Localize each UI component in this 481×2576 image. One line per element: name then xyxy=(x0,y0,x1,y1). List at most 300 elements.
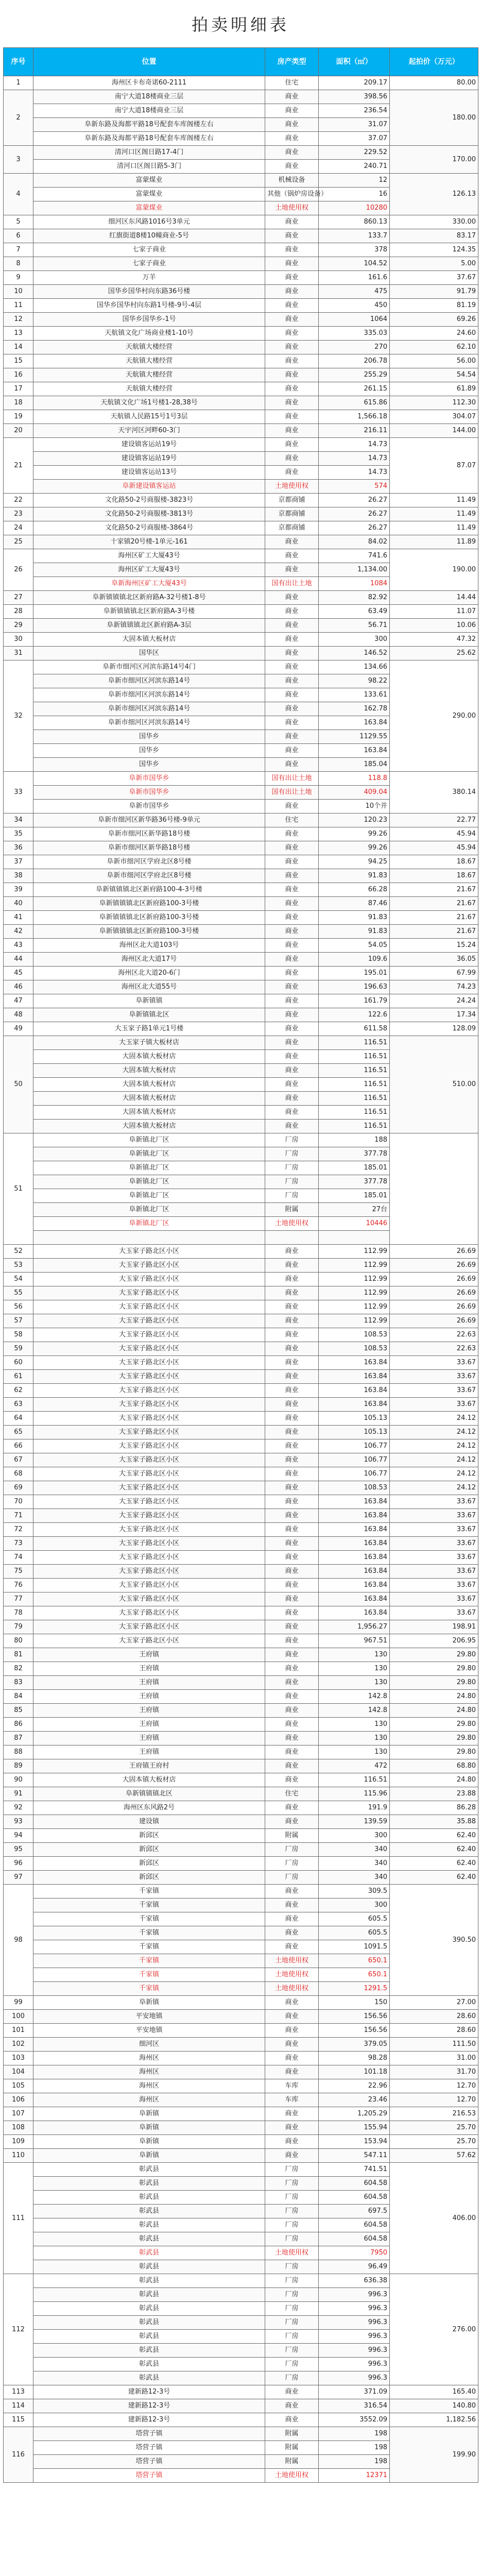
cell-price: 62.40 xyxy=(390,1871,478,1885)
cell-type: 京都商铺 xyxy=(265,494,319,507)
cell-type: 厂房 xyxy=(265,2288,319,2302)
cell-location: 彰武县 xyxy=(33,2246,265,2260)
cell-price: 216.53 xyxy=(390,2107,478,2121)
cell-price: 180.00 xyxy=(390,90,478,146)
cell-area: 300 xyxy=(319,1829,390,1843)
cell-no: 15 xyxy=(4,354,33,368)
cell-location: 阜新市细河区新华路18号楼 xyxy=(33,827,265,841)
auction-table xyxy=(3,47,478,2483)
cell-area: 98.22 xyxy=(319,674,390,688)
cell-location: 平安地镇 xyxy=(33,2024,265,2038)
cell-no: 82 xyxy=(4,1662,33,1676)
cell-price: 24.80 xyxy=(390,1773,478,1787)
cell-area: 270 xyxy=(319,341,390,354)
cell-area: 56.71 xyxy=(319,619,390,633)
cell-location: 阜新镇 xyxy=(33,2149,265,2163)
cell-price: 24.80 xyxy=(390,1704,478,1718)
cell-no: 22 xyxy=(4,494,33,507)
cell-price: 33.67 xyxy=(390,1579,478,1592)
cell-price: 67.99 xyxy=(390,967,478,980)
cell-price: 62.40 xyxy=(390,1829,478,1843)
cell-no: 7 xyxy=(4,243,33,257)
cell-area: 604.58 xyxy=(319,2177,390,2191)
cell-price: 33.67 xyxy=(390,1523,478,1537)
cell-price: 33.67 xyxy=(390,1370,478,1384)
cell-price: 510.00 xyxy=(390,1036,478,1133)
cell-area: 261.15 xyxy=(319,382,390,396)
cell-type: 商业 xyxy=(265,980,319,994)
cell-location: 千家镇 xyxy=(33,1982,265,1996)
cell-location: 阜新镇镇镇北区新府路A-32号楼1-8号 xyxy=(33,591,265,605)
cell-type: 商业 xyxy=(265,1745,319,1759)
cell-location: 大玉家子路北区小区 xyxy=(33,1384,265,1398)
cell-price: 124.35 xyxy=(390,243,478,257)
cell-type: 土地使用权 xyxy=(265,1954,319,1968)
cell-area: 12 xyxy=(319,174,390,188)
cell-price: 290.00 xyxy=(390,660,478,772)
table-row xyxy=(4,146,478,160)
cell-area: 163.84 xyxy=(319,744,390,758)
cell-area: 379.05 xyxy=(319,2038,390,2052)
cell-location: 七家子商业 xyxy=(33,257,265,271)
cell-location: 建新路12-3号 xyxy=(33,2399,265,2413)
cell-type: 商业 xyxy=(265,2385,319,2399)
cell-location: 海州区 xyxy=(33,2093,265,2107)
cell-location: 新邱区 xyxy=(33,1829,265,1843)
cell-type: 商业 xyxy=(265,1606,319,1620)
cell-no: 28 xyxy=(4,605,33,619)
cell-price: 56.00 xyxy=(390,354,478,368)
table-row xyxy=(4,1453,478,1467)
cell-area: 116.51 xyxy=(319,1036,390,1050)
cell-type: 商业 xyxy=(265,1801,319,1815)
table-row xyxy=(4,2135,478,2149)
cell-type: 商业 xyxy=(265,1342,319,1356)
cell-no: 58 xyxy=(4,1328,33,1342)
cell-location: 清河口区阁日路17-4门 xyxy=(33,146,265,160)
cell-location: 大固本镇大板材店 xyxy=(33,1120,265,1133)
cell-price: 29.80 xyxy=(390,1648,478,1662)
table-row xyxy=(4,1620,478,1634)
cell-price: 45.94 xyxy=(390,827,478,841)
cell-location: 清河口区阁日路5-3门 xyxy=(33,160,265,174)
cell-location: 文化路50-2号商服楼-3823号 xyxy=(33,494,265,507)
cell-location: 王府镇 xyxy=(33,1690,265,1704)
cell-type: 商业 xyxy=(265,1467,319,1481)
table-row xyxy=(4,2149,478,2163)
cell-type: 厂房 xyxy=(265,2163,319,2177)
cell-no: 54 xyxy=(4,1273,33,1286)
cell-type: 商业 xyxy=(265,118,319,132)
cell-location: 天航镇人民路15号1号3层 xyxy=(33,410,265,424)
cell-area: 14.73 xyxy=(319,438,390,452)
cell-area: 155.94 xyxy=(319,2121,390,2135)
cell-area: 605.5 xyxy=(319,1926,390,1940)
cell-no: 95 xyxy=(4,1843,33,1857)
cell-area: 161.6 xyxy=(319,271,390,285)
cell-location: 阜新市细河区河滨东路14号 xyxy=(33,716,265,730)
cell-type: 商业 xyxy=(265,1899,319,1912)
cell-price: 29.80 xyxy=(390,1718,478,1732)
cell-area: 108.53 xyxy=(319,1328,390,1342)
table-row xyxy=(4,1245,478,1259)
cell-type: 厂房 xyxy=(265,2358,319,2371)
cell-no: 106 xyxy=(4,2093,33,2107)
cell-area: 91.83 xyxy=(319,869,390,883)
cell-type: 附属 xyxy=(265,2427,319,2441)
cell-location: 彰武县 xyxy=(33,2316,265,2330)
cell-type: 商业 xyxy=(265,2038,319,2052)
table-row xyxy=(4,911,478,925)
cell-area: 309.5 xyxy=(319,1885,390,1899)
cell-location: 国华乡 xyxy=(33,758,265,772)
cell-type: 厂房 xyxy=(265,1871,319,1885)
cell-location: 阜新镇北厂区 xyxy=(33,1161,265,1175)
cell-price: 390.50 xyxy=(390,1885,478,1996)
cell-no: 111 xyxy=(4,2163,33,2274)
cell-no: 104 xyxy=(4,2065,33,2079)
cell-area: 105.13 xyxy=(319,1426,390,1439)
cell-price: 33.67 xyxy=(390,1356,478,1370)
cell-type: 商业 xyxy=(265,1885,319,1899)
cell-type: 厂房 xyxy=(265,1147,319,1161)
cell-type: 商业 xyxy=(265,953,319,967)
cell-price: 11.49 xyxy=(390,507,478,521)
table-row xyxy=(4,1662,478,1676)
cell-location: 天航镇大楼经营 xyxy=(33,382,265,396)
cell-type: 商业 xyxy=(265,2149,319,2163)
cell-type: 商业 xyxy=(265,1412,319,1426)
cell-area: 116.51 xyxy=(319,1773,390,1787)
cell-type: 商业 xyxy=(265,702,319,716)
cell-type: 商业 xyxy=(265,1286,319,1300)
table-row xyxy=(4,2038,478,2052)
cell-location: 阜新镇 xyxy=(33,2135,265,2149)
header-area: 面积（㎡） xyxy=(319,48,390,76)
cell-location: 阜新镇北厂区 xyxy=(33,1147,265,1161)
table-row xyxy=(4,967,478,980)
cell-type: 商业 xyxy=(265,1245,319,1259)
cell-type: 商业 xyxy=(265,939,319,953)
cell-area: 101.18 xyxy=(319,2065,390,2079)
cell-no: 61 xyxy=(4,1370,33,1384)
cell-no: 93 xyxy=(4,1815,33,1829)
cell-location: 大固本镇大板材店 xyxy=(33,633,265,647)
cell-area: 112.99 xyxy=(319,1273,390,1286)
table-row xyxy=(4,939,478,953)
cell-price: 29.80 xyxy=(390,1662,478,1676)
cell-price: 45.94 xyxy=(390,841,478,855)
cell-price: 22.63 xyxy=(390,1328,478,1342)
cell-price: 24.12 xyxy=(390,1467,478,1481)
cell-type: 商业 xyxy=(265,1453,319,1467)
table-row xyxy=(4,1398,478,1412)
table-row xyxy=(4,1745,478,1759)
cell-area: 146.52 xyxy=(319,647,390,660)
cell-price: 37.67 xyxy=(390,271,478,285)
cell-price: 62.40 xyxy=(390,1857,478,1871)
table-row xyxy=(4,1273,478,1286)
cell-area: 163.84 xyxy=(319,1606,390,1620)
cell-area: 91.83 xyxy=(319,911,390,925)
table-row xyxy=(4,1328,478,1342)
cell-no: 46 xyxy=(4,980,33,994)
cell-area: 10446 xyxy=(319,1217,390,1231)
cell-location: 大玉家子路北区小区 xyxy=(33,1439,265,1453)
cell-location: 阜新市细河区学府北区8号楼 xyxy=(33,855,265,869)
cell-type: 厂房 xyxy=(265,2191,319,2205)
cell-area: 116.51 xyxy=(319,1092,390,1106)
cell-no: 115 xyxy=(4,2413,33,2427)
cell-no: 33 xyxy=(4,772,33,814)
cell-type: 商业 xyxy=(265,354,319,368)
cell-location: 建设镇客运站13号 xyxy=(33,466,265,480)
cell-location: 千家镇 xyxy=(33,1940,265,1954)
cell-type: 商业 xyxy=(265,466,319,480)
cell-area: 340 xyxy=(319,1857,390,1871)
cell-type: 商业 xyxy=(265,285,319,299)
table-row xyxy=(4,1036,478,1050)
cell-area: 206.78 xyxy=(319,354,390,368)
table-row xyxy=(4,1801,478,1815)
table-row xyxy=(4,257,478,271)
cell-location: 阜新镇镇镇北区新府路100-3号楼 xyxy=(33,897,265,911)
table-row xyxy=(4,1634,478,1648)
cell-price: 12.70 xyxy=(390,2079,478,2093)
cell-area: 163.84 xyxy=(319,1592,390,1606)
cell-price: 24.12 xyxy=(390,1453,478,1467)
cell-location: 彰武县 xyxy=(33,2260,265,2274)
table-row xyxy=(4,2024,478,2038)
cell-no: 62 xyxy=(4,1384,33,1398)
cell-no: 4 xyxy=(4,174,33,215)
cell-location: 大固本镇大板材店 xyxy=(33,1050,265,1064)
cell-area: 109.6 xyxy=(319,953,390,967)
cell-no: 84 xyxy=(4,1690,33,1704)
table-row xyxy=(4,341,478,354)
cell-no: 109 xyxy=(4,2135,33,2149)
cell-no: 1 xyxy=(4,76,33,90)
cell-price: 86.28 xyxy=(390,1801,478,1815)
cell-location: 阜新镇 xyxy=(33,1996,265,2010)
cell-type: 其他（锅炉房设备） xyxy=(265,188,319,201)
cell-price: 380.14 xyxy=(390,772,478,814)
cell-type: 商业 xyxy=(265,1273,319,1286)
cell-type: 商业 xyxy=(265,925,319,939)
cell-no: 9 xyxy=(4,271,33,285)
cell-no: 32 xyxy=(4,660,33,772)
cell-location: 阜新海州区矿工大厦43号 xyxy=(33,577,265,591)
cell-type: 商业 xyxy=(265,229,319,243)
cell-area: 118.8 xyxy=(319,772,390,786)
table-body xyxy=(4,76,478,2483)
cell-area: 377.78 xyxy=(319,1175,390,1189)
cell-area: 605.5 xyxy=(319,1912,390,1926)
cell-area: 163.84 xyxy=(319,1537,390,1551)
cell-area: 475 xyxy=(319,285,390,299)
cell-area: 198 xyxy=(319,2427,390,2441)
cell-type: 商业 xyxy=(265,1439,319,1453)
cell-area: 163.84 xyxy=(319,1370,390,1384)
cell-location: 千家镇 xyxy=(33,1968,265,1982)
table-row xyxy=(4,2052,478,2065)
table-row xyxy=(4,1259,478,1273)
table-row xyxy=(4,1439,478,1453)
cell-price: 24.24 xyxy=(390,994,478,1008)
cell-price: 33.67 xyxy=(390,1592,478,1606)
table-row xyxy=(4,2065,478,2079)
cell-type: 商业 xyxy=(265,1551,319,1565)
cell-location: 大玉家子路北区小区 xyxy=(33,1592,265,1606)
cell-type: 商业 xyxy=(265,1328,319,1342)
cell-no: 10 xyxy=(4,285,33,299)
cell-location: 阜新市细河区河滨东路14号4门 xyxy=(33,660,265,674)
cell-area: 82.92 xyxy=(319,591,390,605)
cell-no: 48 xyxy=(4,1008,33,1022)
cell-type: 商业 xyxy=(265,1732,319,1745)
cell-location: 国华乡 xyxy=(33,744,265,758)
cell-type: 商业 xyxy=(265,1523,319,1537)
cell-location: 彰武县 xyxy=(33,2191,265,2205)
cell-price: 24.12 xyxy=(390,1481,478,1495)
cell-no: 101 xyxy=(4,2024,33,2038)
cell-no: 47 xyxy=(4,994,33,1008)
cell-location: 王府镇 xyxy=(33,1648,265,1662)
cell-location: 大玉家子路北区小区 xyxy=(33,1634,265,1648)
cell-type: 商业 xyxy=(265,1996,319,2010)
cell-location: 彰武县 xyxy=(33,2163,265,2177)
cell-no: 69 xyxy=(4,1481,33,1495)
cell-type: 商业 xyxy=(265,827,319,841)
cell-area: 115.96 xyxy=(319,1787,390,1801)
table-row xyxy=(4,507,478,521)
cell-type: 商业 xyxy=(265,563,319,577)
cell-area: 108.53 xyxy=(319,1342,390,1356)
cell-type: 附属 xyxy=(265,1203,319,1217)
cell-area: 378 xyxy=(319,243,390,257)
cell-location: 海州区卡布奇诺60-2111 xyxy=(33,76,265,90)
cell-price: 33.67 xyxy=(390,1509,478,1523)
cell-type: 商业 xyxy=(265,215,319,229)
cell-no: 73 xyxy=(4,1537,33,1551)
table-row xyxy=(4,410,478,424)
cell-no: 40 xyxy=(4,897,33,911)
table-row xyxy=(4,1523,478,1537)
cell-no: 39 xyxy=(4,883,33,897)
cell-no: 91 xyxy=(4,1787,33,1801)
cell-area: 12371 xyxy=(319,2469,390,2483)
cell-location: 七家子商业 xyxy=(33,243,265,257)
table-row xyxy=(4,772,478,786)
cell-location: 国华乡国华村向东路1号楼-9号-4层 xyxy=(33,299,265,313)
cell-type: 商业 xyxy=(265,1064,319,1078)
table-row xyxy=(4,549,478,563)
table-row xyxy=(4,1718,478,1732)
cell-price: 10.06 xyxy=(390,619,478,633)
cell-no: 44 xyxy=(4,953,33,967)
header-location: 位置 xyxy=(33,48,265,76)
cell-type: 附属 xyxy=(265,2441,319,2455)
cell-area: 371.09 xyxy=(319,2385,390,2399)
cell-area: 996.3 xyxy=(319,2344,390,2358)
cell-area: 996.3 xyxy=(319,2358,390,2371)
cell-type: 商业 xyxy=(265,1356,319,1370)
table-row xyxy=(4,1871,478,1885)
cell-location: 新邱区 xyxy=(33,1857,265,1871)
cell-location: 大固本镇大板材店 xyxy=(33,1106,265,1120)
table-row xyxy=(4,980,478,994)
cell-no: 96 xyxy=(4,1857,33,1871)
cell-price: 26.69 xyxy=(390,1300,478,1314)
cell-location: 大玉家子路北区小区 xyxy=(33,1565,265,1579)
cell-area: 99.26 xyxy=(319,827,390,841)
cell-type: 商业 xyxy=(265,591,319,605)
table-row xyxy=(4,1426,478,1439)
cell-location: 国华区 xyxy=(33,647,265,660)
cell-type: 土地使用权 xyxy=(265,480,319,494)
cell-type: 商业 xyxy=(265,1481,319,1495)
cell-location: 阜新镇镇镇北区新府路100-3号楼 xyxy=(33,925,265,939)
table-row xyxy=(4,660,478,674)
cell-location: 海州区矿工大厦43号 xyxy=(33,549,265,563)
cell-type: 厂房 xyxy=(265,2316,319,2330)
cell-type: 商业 xyxy=(265,1648,319,1662)
cell-no: 100 xyxy=(4,2010,33,2024)
cell-type: 商业 xyxy=(265,911,319,925)
cell-area: 996.3 xyxy=(319,2316,390,2330)
cell-location: 建设镇客运站19号 xyxy=(33,452,265,466)
cell-area: 26.27 xyxy=(319,507,390,521)
cell-no: 89 xyxy=(4,1759,33,1773)
cell-type: 商业 xyxy=(265,1426,319,1439)
table-row xyxy=(4,2079,478,2093)
cell-location: 阜新镇镇镇北区 xyxy=(33,1787,265,1801)
cell-type: 商业 xyxy=(265,535,319,549)
cell-price: 18.67 xyxy=(390,869,478,883)
cell-type: 商业 xyxy=(265,271,319,285)
table-row xyxy=(4,396,478,410)
cell-location: 大玉家子镇大板材店 xyxy=(33,1036,265,1050)
cell-type: 住宅 xyxy=(265,76,319,90)
cell-price: 80.00 xyxy=(390,76,478,90)
table-row xyxy=(4,647,478,660)
table-row xyxy=(4,1773,478,1787)
cell-price: 29.80 xyxy=(390,1676,478,1690)
cell-type: 商业 xyxy=(265,841,319,855)
cell-price: 21.67 xyxy=(390,897,478,911)
cell-location: 阜新镇镇镇北区新府路100-4-3号楼 xyxy=(33,883,265,897)
cell-price: 26.69 xyxy=(390,1259,478,1273)
cell-location: 阜新镇镇镇北区新府路A-3层 xyxy=(33,619,265,633)
header-no: 序号 xyxy=(4,48,33,76)
cell-type: 商业 xyxy=(265,1008,319,1022)
cell-price: 330.00 xyxy=(390,215,478,229)
cell-no: 27 xyxy=(4,591,33,605)
cell-price: 87.07 xyxy=(390,438,478,494)
cell-no: 78 xyxy=(4,1606,33,1620)
cell-price: 24.60 xyxy=(390,327,478,341)
cell-area: 996.3 xyxy=(319,2330,390,2344)
cell-no: 20 xyxy=(4,424,33,438)
cell-location: 阜新镇北厂区 xyxy=(33,1203,265,1217)
cell-type: 商业 xyxy=(265,1620,319,1634)
table-row xyxy=(4,285,478,299)
cell-type: 商业 xyxy=(265,855,319,869)
cell-location: 大玉家子路北区小区 xyxy=(33,1606,265,1620)
cell-price: 198.91 xyxy=(390,1620,478,1634)
cell-area: 1129.55 xyxy=(319,730,390,744)
cell-location: 王府镇 xyxy=(33,1662,265,1676)
